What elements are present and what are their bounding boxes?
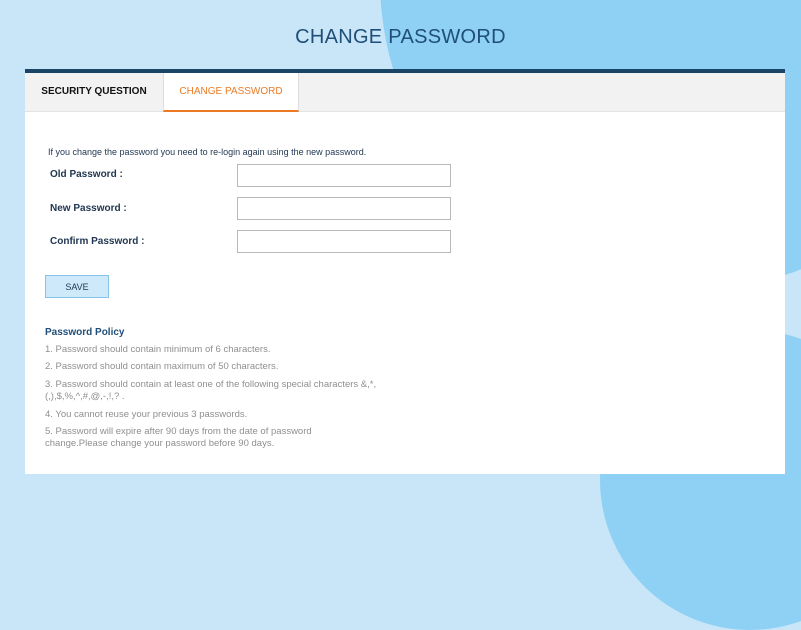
tab-bar bbox=[25, 73, 785, 112]
confirm-password-label: Confirm Password : bbox=[50, 236, 145, 247]
policy-item: 2. Password should contain maximum of 50 characters. bbox=[45, 361, 279, 372]
old-password-label: Old Password : bbox=[50, 169, 123, 180]
new-password-field[interactable] bbox=[237, 197, 451, 220]
relogin-info-text: If you change the password you need to re-login again using the new password. bbox=[48, 147, 367, 157]
new-password-label: New Password : bbox=[50, 203, 127, 214]
policy-item: 5. Password will expire after 90 days from the date of password change.Please change your password before 90 days. bbox=[45, 426, 312, 449]
policy-item: 3. Password should contain at least one of the following special characters &,*,(,),$,%,^,#,@,-,!,? . bbox=[45, 379, 377, 402]
confirm-password-field[interactable] bbox=[237, 230, 451, 253]
old-password-field[interactable] bbox=[237, 164, 451, 187]
page-title: CHANGE PASSWORD bbox=[295, 26, 506, 48]
password-policy-title: Password Policy bbox=[45, 327, 125, 338]
policy-item: 1. Password should contain minimum of 6 characters. bbox=[45, 344, 271, 355]
policy-item: 4. You cannot reuse your previous 3 passwords. bbox=[45, 409, 248, 420]
save-button[interactable]: SAVE bbox=[45, 275, 109, 298]
tab-change-password[interactable]: CHANGE PASSWORD bbox=[163, 73, 299, 112]
change-password-panel bbox=[25, 69, 785, 474]
tab-security-question[interactable]: SECURITY QUESTION bbox=[41, 86, 147, 97]
